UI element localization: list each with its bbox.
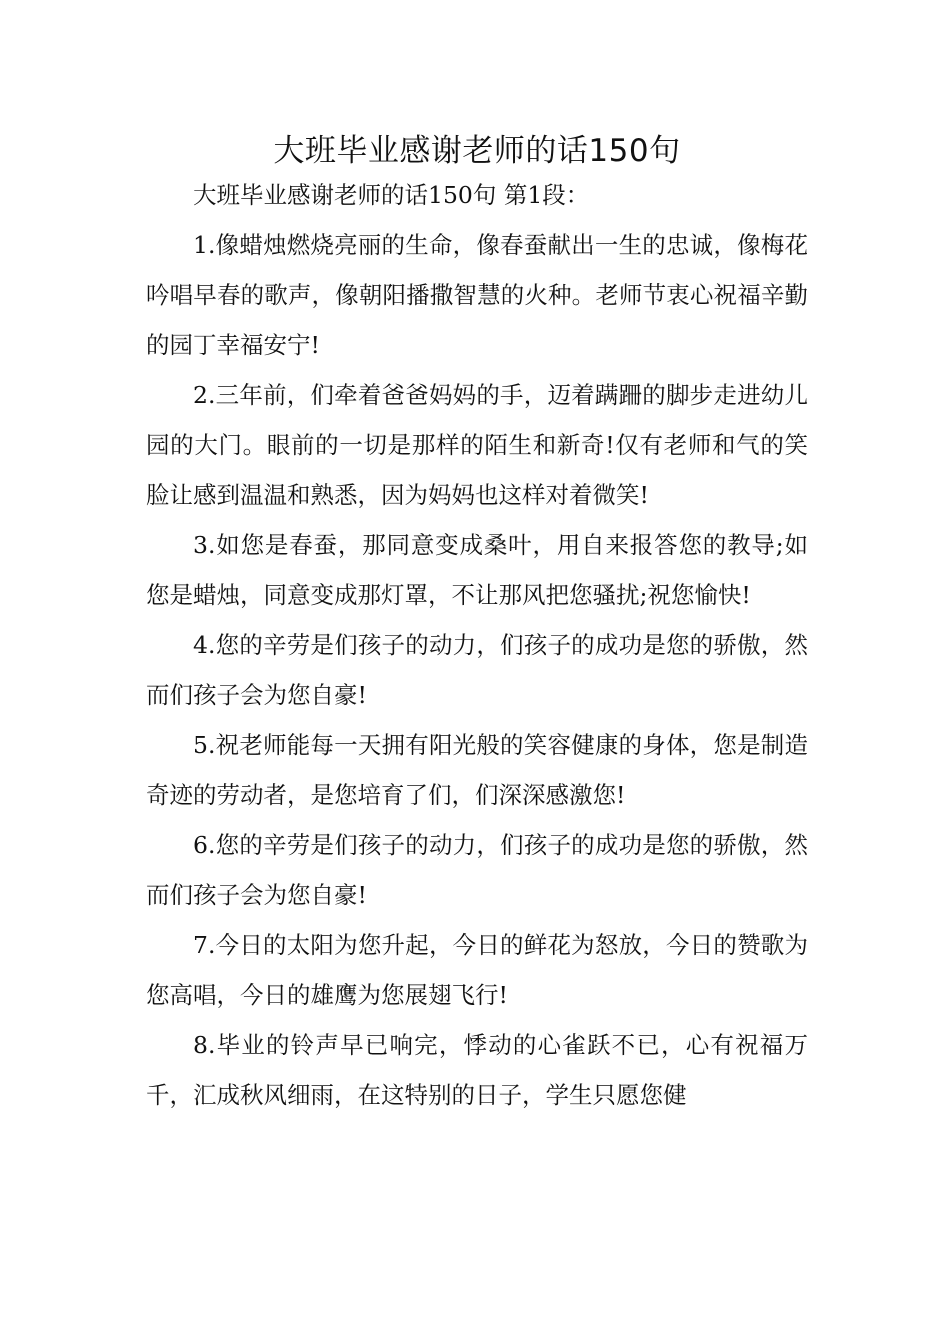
paragraph-2: 2.三年前，们牵着爸爸妈妈的手，迈着蹒跚的脚步走进幼儿园的大门。眼前的一切是那样的陌生和新奇!仅有老师和气的笑脸让感到温温和熟悉，因为妈妈也这样对着微笑!: [146, 381, 808, 509]
document-title: 大班毕业感谢老师的话150句: [273, 133, 681, 169]
section-heading: 大班毕业感谢老师的话150句 第1段：: [193, 181, 590, 209]
paragraph-8: 8.毕业的铃声早已响完，悸动的心雀跃不已，心有祝福万千，汇成秋风细雨，在这特别的日子，学生只愿您健: [146, 1031, 808, 1109]
paragraph-6: 6.您的辛劳是们孩子的动力，们孩子的成功是您的骄傲，然而们孩子会为您自豪!: [146, 831, 808, 909]
paragraph-5: 5.祝老师能每一天拥有阳光般的笑容健康的身体，您是制造奇迹的劳动者，是您培育了们，们深深感激您!: [146, 731, 808, 809]
paragraph-4: 4.您的辛劳是们孩子的动力，们孩子的成功是您的骄傲，然而们孩子会为您自豪!: [146, 631, 808, 709]
paragraph-7: 7.今日的太阳为您升起，今日的鲜花为怒放，今日的赞歌为您高唱，今日的雄鹰为您展翅飞行!: [146, 931, 808, 1009]
paragraph-1: 1.像蜡烛燃烧亮丽的生命，像春蚕献出一生的忠诚，像梅花吟唱早春的歌声，像朝阳播撒智慧的火种。老师节衷心祝福辛勤的园丁幸福安宁!: [146, 231, 808, 359]
paragraph-3: 3.如您是春蚕，那同意变成桑叶，用自来报答您的教导;如您是蜡烛，同意变成那灯罩，不让那风把您骚扰;祝您愉快!: [146, 531, 808, 609]
